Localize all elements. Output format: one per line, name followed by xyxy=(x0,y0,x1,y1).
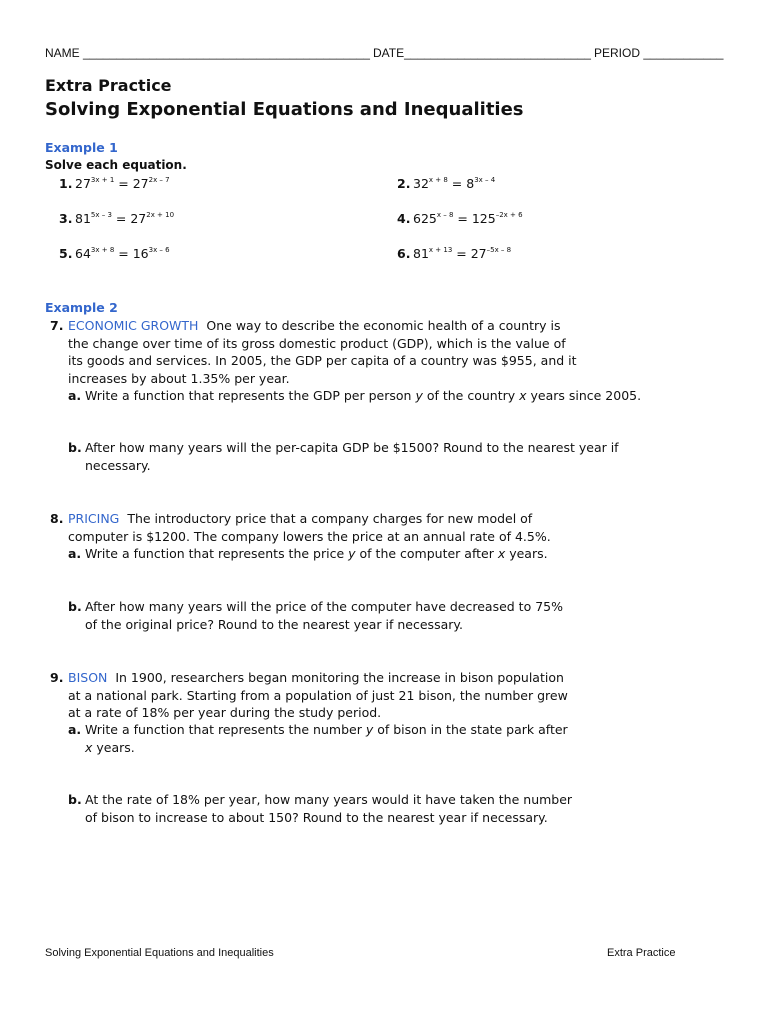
part-label: b. xyxy=(68,792,82,807)
part-text: After how many years will the per-capita GDP be $1500? Round to the nearest year if xyxy=(85,440,619,455)
problem-number: 7. xyxy=(50,318,64,333)
equation-number: 1. xyxy=(59,176,73,191)
part-text: of the original price? Round to the nearest year if necessary. xyxy=(85,616,463,632)
base: = 27 xyxy=(111,211,147,226)
equation-number: 5. xyxy=(59,246,73,261)
part-text: At the rate of 18% per year, how many years would it have taken the number xyxy=(85,792,573,807)
problem-text-line: at a rate of 18% per year during the study period. xyxy=(68,705,382,720)
problem-topic: BISON xyxy=(68,670,108,685)
problem-text-line: One way to describe the economic health of a country is xyxy=(206,318,561,333)
exponent: x + 8 xyxy=(428,176,448,184)
base: = 16 xyxy=(114,246,149,261)
variable-x: x xyxy=(85,739,93,755)
example1-instruction: Solve each equation. xyxy=(45,158,187,172)
problem-text-line: at a national park. Starting from a population of just 21 bison, the number grew xyxy=(68,687,568,703)
part-label: a. xyxy=(68,546,82,561)
base: 27 xyxy=(75,176,91,191)
base: 64 xyxy=(75,246,91,261)
variable-y: y xyxy=(348,546,356,561)
equation-number: 6. xyxy=(397,246,411,261)
part-text: of the country xyxy=(422,388,520,403)
part-label: b. xyxy=(68,599,82,614)
variable-x: x xyxy=(497,546,506,561)
date-field-label: DATE____________________________ xyxy=(373,46,591,60)
exponent: –2x + 6 xyxy=(495,211,523,219)
exponent: 3x – 6 xyxy=(148,246,170,254)
part-label: a. xyxy=(68,388,82,403)
problem-text-line: the change over time of its gross domestic product (GDP), which is the value of xyxy=(68,335,566,351)
problem-text-line: increases by about 1.35% per year. xyxy=(68,370,290,386)
part-label: b. xyxy=(68,440,82,455)
variable-x: x xyxy=(519,388,527,403)
part-text: After how many years will the price of the computer have decreased to 75% xyxy=(85,599,563,614)
part-label: a. xyxy=(68,722,82,737)
part-text: of the computer after xyxy=(355,546,498,561)
problem-8b xyxy=(68,598,628,634)
period-field-label: PERIOD ____________ xyxy=(594,46,724,60)
problem-text-line: The introductory price that a company charges for new model of xyxy=(127,511,533,526)
part-text: Write a function that represents the GDP per person xyxy=(85,388,416,403)
example1-heading: Example 1 xyxy=(45,140,118,155)
base: 32 xyxy=(413,176,429,191)
problem-text-line: computer is $1200. The company lowers the price at an annual rate of 4.5%. xyxy=(68,528,551,544)
problem-topic: ECONOMIC GROWTH xyxy=(68,318,199,333)
exponent: –5x – 8 xyxy=(486,246,512,254)
equation-3 xyxy=(59,211,174,226)
worksheet-type: Extra Practice xyxy=(45,76,172,95)
base: = 125 xyxy=(453,211,496,226)
problem-9a xyxy=(68,721,628,757)
problem-9b xyxy=(68,791,628,827)
base: = 27 xyxy=(114,176,149,191)
problem-number: 8. xyxy=(50,511,64,526)
equation-number: 2. xyxy=(397,176,411,191)
problem-number: 9. xyxy=(50,670,64,685)
equation-1 xyxy=(59,176,170,191)
exponent: 3x + 8 xyxy=(90,246,115,254)
problem-8a xyxy=(68,545,628,563)
base: = 8 xyxy=(447,176,475,191)
footer-section: Extra Practice xyxy=(607,947,676,959)
variable-y: y xyxy=(365,722,374,737)
problem-7b xyxy=(68,439,628,475)
problem-7a xyxy=(68,387,642,405)
problem-topic: PRICING xyxy=(68,511,120,526)
exponent: 3x – 4 xyxy=(474,176,496,184)
exponent: 5x – 3 xyxy=(90,211,112,219)
equation-6 xyxy=(397,246,511,261)
base: 625 xyxy=(413,211,437,226)
part-text: necessary. xyxy=(85,457,151,473)
base: 81 xyxy=(75,211,91,226)
equation-number: 3. xyxy=(59,211,73,226)
part-text: years. xyxy=(505,546,548,561)
footer-title: Solving Exponential Equations and Inequalities xyxy=(45,947,274,959)
example2-heading: Example 2 xyxy=(45,300,118,315)
exponent: 2x + 10 xyxy=(146,211,175,219)
equation-2 xyxy=(397,176,495,191)
exponent: 2x – 7 xyxy=(148,176,170,184)
equation-4 xyxy=(397,211,523,226)
exponent: x – 8 xyxy=(436,211,454,219)
name-field-label: NAME ___________________________________________ xyxy=(45,46,370,60)
base: = 27 xyxy=(452,246,487,261)
exponent: x + 13 xyxy=(428,246,453,254)
part-text: of bison in the state park after xyxy=(373,722,568,737)
equation-number: 4. xyxy=(397,211,411,226)
page-title: Solving Exponential Equations and Inequalities xyxy=(45,99,524,120)
part-text: Write a function that represents the number xyxy=(85,722,366,737)
part-text: years. xyxy=(92,739,135,755)
part-text: of bison to increase to about 150? Round to the nearest year if necessary. xyxy=(85,809,548,825)
problem-text-line: In 1900, researchers began monitoring the increase in bison population xyxy=(115,670,564,685)
part-text: Write a function that represents the price xyxy=(85,546,349,561)
variable-y: y xyxy=(415,388,423,403)
exponent: 3x + 1 xyxy=(90,176,115,184)
equation-5 xyxy=(59,246,170,261)
part-text: years since 2005. xyxy=(526,388,642,403)
base: 81 xyxy=(413,246,429,261)
problem-text-line: its goods and services. In 2005, the GDP per capita of a country was $955, and it xyxy=(68,353,577,368)
